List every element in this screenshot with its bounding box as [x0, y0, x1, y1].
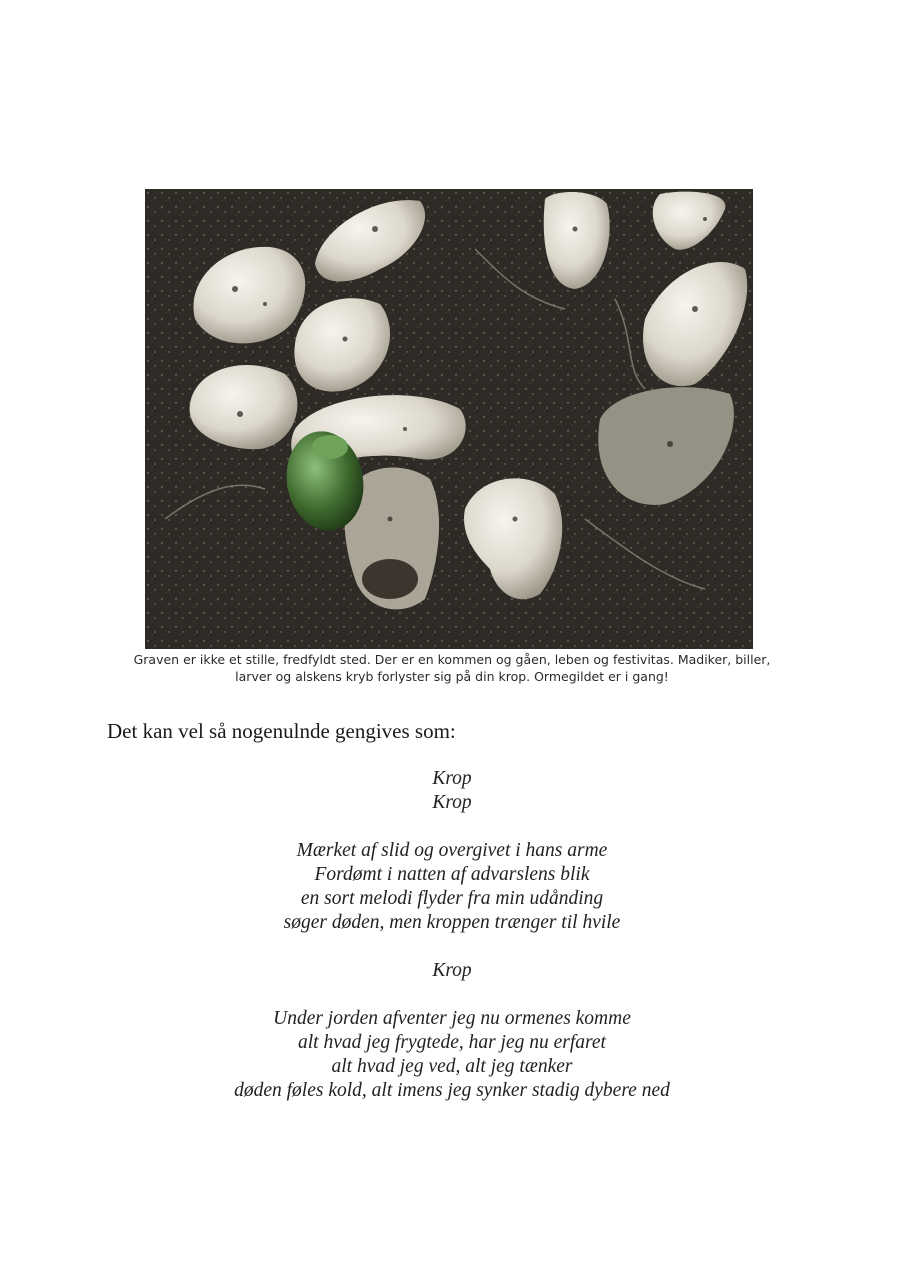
photo-caption: [100, 651, 804, 685]
caption-line: Graven er ikke et stille, fredfyldt sted. Der er en kommen og gåen, leben og festivitas. Madiker, biller,: [133, 652, 771, 667]
poem-line: Fordømt i natten af advarslens blik: [314, 864, 590, 885]
poem-line: alt hvad jeg ved, alt jeg tænker: [331, 1056, 573, 1077]
stanza-gap: [0, 935, 904, 959]
beetle-head: [312, 435, 348, 459]
poem: [0, 767, 904, 1103]
poem-line: Krop: [432, 960, 472, 981]
caption-line: larver og alskens kryb forlyster sig på din krop. Ormegildet er i gang!: [235, 669, 669, 684]
larvae-photo-illustration: [145, 189, 753, 649]
intro-text: Det kan vel så nogenulnde gengives som:: [107, 719, 456, 743]
shell-opening: [362, 559, 418, 599]
poem-line: Krop: [432, 768, 472, 789]
poem-line: søger døden, men kroppen trænger til hvile: [283, 912, 621, 933]
poem-line: døden føles kold, alt imens jeg synker stadig dybere ned: [234, 1080, 670, 1101]
stanza-gap: [0, 983, 904, 1007]
poem-line: Krop: [432, 792, 472, 813]
poem-line: Mærket af slid og overgivet i hans arme: [296, 840, 608, 861]
stanza-gap: [0, 815, 904, 839]
larvae-photo: [145, 189, 753, 649]
poem-line: alt hvad jeg frygtede, har jeg nu erfaret: [298, 1032, 606, 1053]
poem-line: en sort melodi flyder fra min udånding: [300, 888, 604, 909]
poem-line: Under jorden afventer jeg nu ormenes komme: [273, 1008, 631, 1029]
